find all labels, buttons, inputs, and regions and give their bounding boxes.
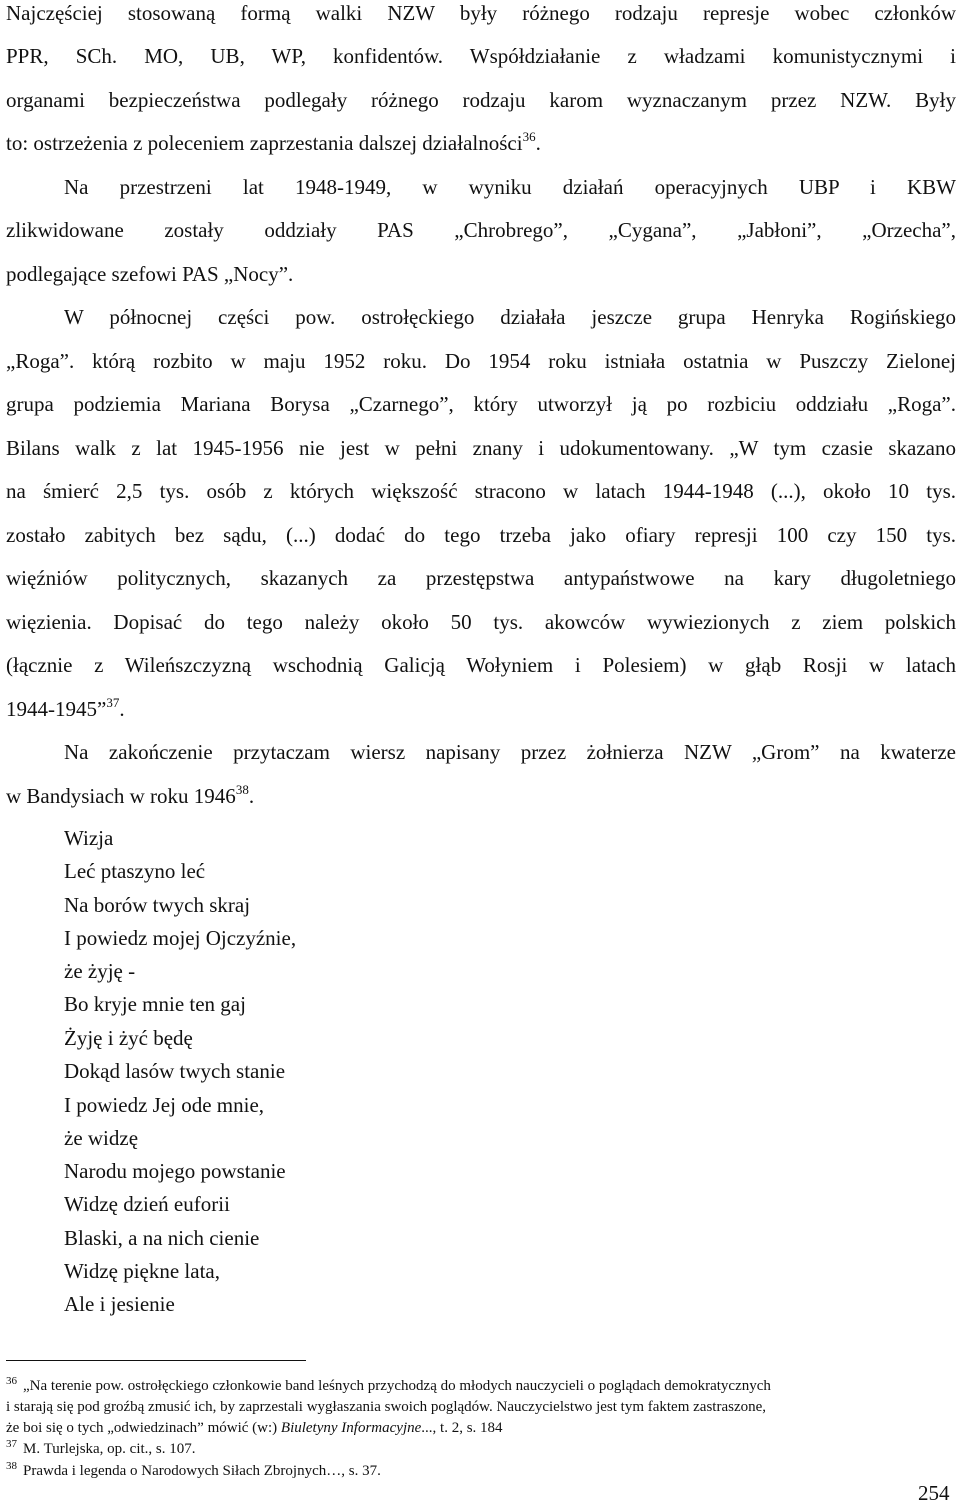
footnote-36 bbox=[6, 1376, 956, 1397]
footnote-37 bbox=[6, 1439, 956, 1460]
poem-line: I powiedz mojej Ojczyźnie, bbox=[64, 926, 297, 950]
poem-line: I powiedz Jej ode mnie, bbox=[64, 1093, 265, 1117]
poem-line: Widzę piękne lata, bbox=[64, 1259, 220, 1283]
body-line bbox=[6, 696, 956, 725]
body-line: więźniów politycznych, skazanych za przestępstwa antypaństwowe na kary długoletniego bbox=[6, 566, 956, 590]
poem-line: Żyję i żyć będę bbox=[64, 1026, 193, 1050]
body-line: (łącznie z Wileńszczyzną wschodnią Galicją Wołyniem i Polesiem) w głąb Rosji w latach bbox=[6, 653, 956, 677]
body-line-text: 1944-1945” bbox=[6, 697, 107, 721]
poem-line: Blaski, a na nich cienie bbox=[64, 1226, 260, 1250]
body-line: W północnej części pow. ostrołęckiego działała jeszcze grupa Henryka Rogińskiego bbox=[64, 305, 956, 329]
footnote-separator bbox=[6, 1360, 306, 1361]
body-line: „Roga”. którą rozbito w maju 1952 roku. Do 1954 roku istniała ostatnia w Puszczy Zielonej bbox=[6, 349, 956, 373]
body-line-end: . bbox=[248, 784, 255, 808]
poem-line: że żyję - bbox=[64, 959, 136, 983]
footnote-36-line: i starają się pod groźbą zmusić ich, by zaprzestali wygłaszania swoich poglądów. Nauczycielstwo jest tym faktem zastraszone, bbox=[6, 1399, 767, 1415]
poem-line: że widzę bbox=[64, 1126, 139, 1150]
body-line: zlikwidowane zostały oddziały PAS „Chrobrego”, „Cygana”, „Jabłoni”, „Orzecha”, bbox=[6, 218, 956, 242]
footnote-text: Prawda i legenda o Narodowych Siłach Zbrojnych…, s. 37. bbox=[23, 1463, 381, 1479]
body-line: organami bezpieczeństwa podlegały różnego rodzaju karom wyznaczanym przez NZW. Były bbox=[6, 88, 956, 112]
body-line-text: to: ostrzeżenia z poleceniem zaprzestania dalszej działalności bbox=[6, 131, 523, 155]
body-line-end: . bbox=[119, 697, 125, 721]
footnote-ref-37: 37 bbox=[106, 695, 120, 710]
poem-line: Ale i jesienie bbox=[64, 1292, 175, 1316]
poem-line: Leć ptaszyno leć bbox=[64, 859, 206, 883]
footnote-text: „Na terenie pow. ostrołęckiego członkowie band leśnych przychodzą do młodych nauczycieli o poglądach demokratycznych bbox=[23, 1378, 771, 1394]
footnote-ref-36: 36 bbox=[522, 129, 536, 144]
poem-line: Narodu mojego powstanie bbox=[64, 1159, 286, 1183]
poem-line: Dokąd lasów twych stanie bbox=[64, 1059, 286, 1083]
body-line: Najczęściej stosowaną formą walki NZW były różnego rodzaju represje wobec członków bbox=[6, 1, 956, 25]
body-line: Bilans walk z lat 1945-1956 nie jest w pełni znany i udokumentowany. „W tym czasie skazano bbox=[6, 436, 956, 460]
body-line bbox=[6, 783, 956, 812]
body-line: Na zakończenie przytaczam wiersz napisany przez żołnierza NZW „Grom” na kwaterze bbox=[64, 740, 956, 764]
body-line bbox=[6, 130, 956, 159]
footnote-number: 37 bbox=[6, 1438, 17, 1450]
footnote-source-title: Biuletyny Informacyjne bbox=[280, 1420, 422, 1436]
poem-title: Wizja bbox=[64, 826, 114, 850]
body-line: PPR, SCh. MO, UB, WP, konfidentów. Współdziałanie z władzami komunistycznymi i bbox=[6, 44, 956, 68]
footnote-36-line bbox=[6, 1418, 956, 1438]
body-line: Na przestrzeni lat 1948-1949, w wyniku działań operacyjnych UBP i KBW bbox=[64, 175, 956, 199]
body-line-text: w Bandysiach w roku 1946 bbox=[6, 784, 236, 808]
body-line: podlegające szefowi PAS „Nocy”. bbox=[6, 262, 294, 286]
body-line: więzienia. Dopisać do tego należy około 50 tys. akowców wywiezionych z ziem polskich bbox=[6, 610, 956, 634]
page-number: 254 bbox=[918, 1481, 950, 1505]
footnote-number: 36 bbox=[6, 1375, 17, 1387]
body-line: na śmierć 2,5 tys. osób z których większość stracono w latach 1944-1948 (...), około 10 tys. bbox=[6, 479, 956, 503]
footnote-text: ..., t. 2, s. 184 bbox=[421, 1420, 503, 1436]
footnote-text: że boi się o tych „odwiedzinach” mówić (w:) bbox=[6, 1420, 281, 1436]
footnote-text: M. Turlejska, op. cit., s. 107. bbox=[23, 1441, 196, 1457]
footnote-38 bbox=[6, 1461, 956, 1482]
footnote-ref-38: 38 bbox=[235, 782, 249, 797]
poem-line: Bo kryje mnie ten gaj bbox=[64, 992, 246, 1016]
body-line: zostało zabitych bez sądu, (...) dodać do tego trzeba jako ofiary represji 100 czy 150 tys. bbox=[6, 523, 956, 547]
body-line: grupa podziemia Mariana Borysa „Czarnego”, który utworzył ją po rozbiciu oddziału „Roga”. bbox=[6, 392, 956, 416]
body-line-end: . bbox=[535, 131, 541, 155]
footnote-number: 38 bbox=[6, 1460, 17, 1472]
poem-line: Na borów twych skraj bbox=[64, 893, 251, 917]
poem-line: Widzę dzień euforii bbox=[64, 1192, 230, 1216]
